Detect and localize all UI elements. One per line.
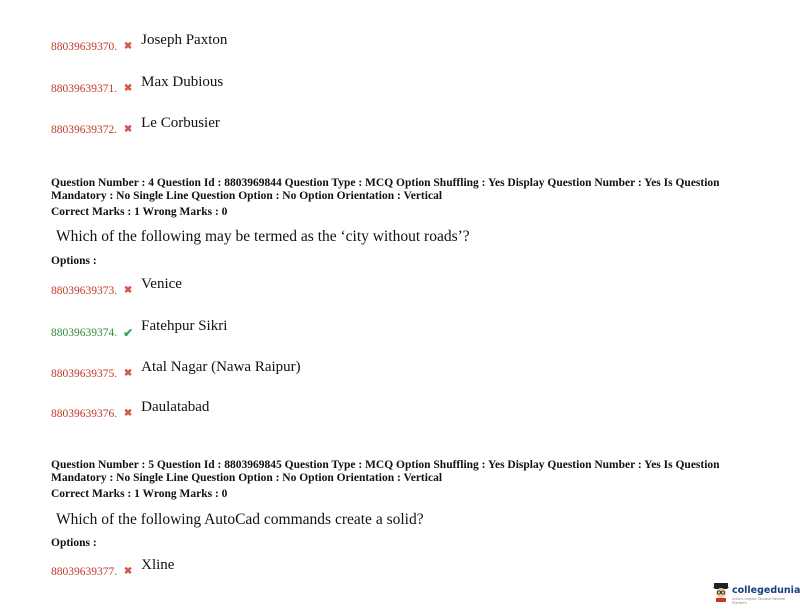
question-meta: Question Number : 5 Question Id : 8803969845 Question Type : MCQ Option Shuffling : Yes Display Question Number : Yes Is Question Mandatory : No Single Line Question Option : No Option Orientation : Vertical: [51, 459, 720, 484]
option-text: Le Corbusier: [141, 115, 220, 131]
cross-icon: ✖: [123, 408, 133, 419]
cross-icon: ✖: [123, 285, 133, 296]
option-row: [51, 115, 220, 138]
option-text: Daulatabad: [141, 399, 210, 415]
cross-icon: ✖: [123, 41, 133, 52]
option-id: 88039639370.: [51, 40, 118, 53]
option-id: 88039639372.: [51, 123, 118, 136]
option-text: Fatehpur Sikri: [141, 318, 228, 334]
cross-icon: ✖: [123, 566, 133, 577]
option-text: Max Dubious: [141, 74, 224, 90]
option-row: [51, 276, 182, 299]
option-row: [51, 557, 175, 580]
option-text: Venice: [141, 276, 182, 292]
option-text: Atal Nagar (Nawa Raipur): [141, 359, 301, 375]
option-row: [51, 74, 224, 97]
option-id: 88039639375.: [51, 367, 118, 380]
option-row: [51, 359, 301, 382]
options-label: Options :: [51, 255, 97, 267]
logo-tagline: India's largest Student Review Platform: [732, 597, 786, 605]
option-text: Xline: [141, 557, 175, 573]
cross-icon: ✖: [123, 368, 133, 379]
check-icon: ✔: [123, 325, 134, 340]
collegedunia-logo: [712, 578, 800, 605]
options-label: Options :: [51, 537, 97, 549]
cross-icon: ✖: [123, 83, 133, 94]
mascot-icon: [712, 582, 730, 602]
option-id: 88039639377.: [51, 565, 118, 578]
logo-text: collegedunia: [732, 585, 800, 596]
question-marks: Correct Marks : 1 Wrong Marks : 0: [51, 206, 228, 218]
option-text: Joseph Paxton: [141, 32, 228, 48]
option-id: 88039639376.: [51, 407, 118, 420]
option-row: [51, 318, 228, 341]
question-meta: Question Number : 4 Question Id : 8803969844 Question Type : MCQ Option Shuffling : Yes Display Question Number : Yes Is Question Mandatory : No Single Line Question Option : No Option Orientation : Vertical: [51, 177, 720, 202]
question-text: Which of the following may be termed as the ‘city without roads’?: [56, 228, 470, 245]
option-row: [51, 32, 228, 55]
option-id: 88039639373.: [51, 284, 118, 297]
cross-icon: ✖: [123, 124, 133, 135]
question-text: Which of the following AutoCad commands create a solid?: [56, 511, 424, 528]
option-row: [51, 399, 210, 422]
question-marks: Correct Marks : 1 Wrong Marks : 0: [51, 488, 228, 500]
option-id: 88039639371.: [51, 82, 118, 95]
option-id: 88039639374.: [51, 326, 118, 339]
